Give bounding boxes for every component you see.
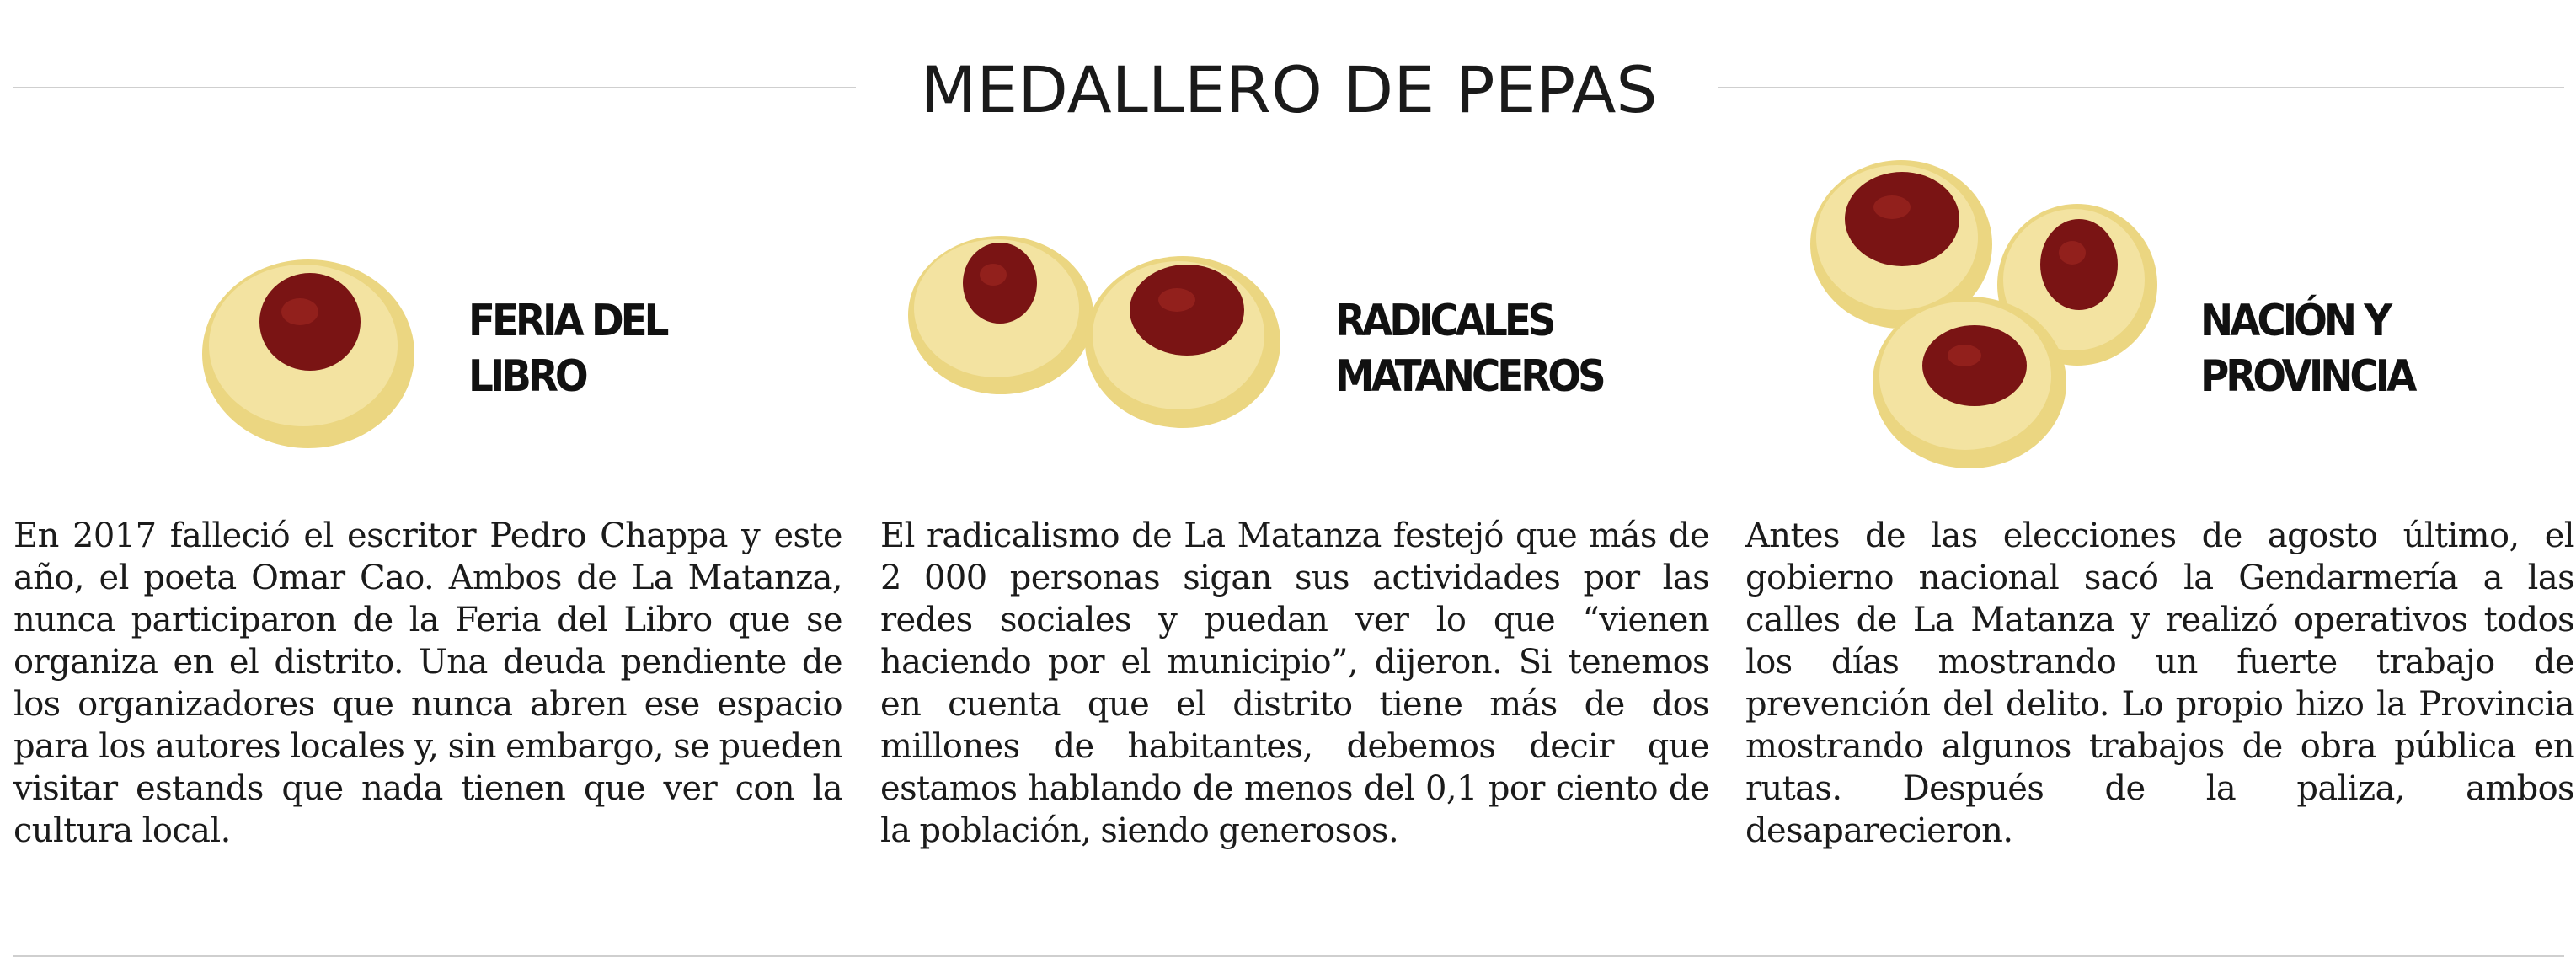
medal-body-text: En 2017 falleció el escritor Pedro Chappa y este año, el poeta Omar Cao. Ambos de La Matanza, nunca participaron de la Feria del Libro que se organiza en el distrito. Una deuda pendiente de los organizadores que nunca abren ese espacio para los autores locales y, sin embargo, se pueden visitar estands que nada tienen que ver con la cultura local. (13, 516, 842, 850)
pepa-cookie-icon (199, 251, 418, 452)
pepa-cookie-icon (1082, 248, 1283, 431)
medal-category-title: NACIÓN Y PROVINCIA (2200, 296, 2414, 402)
pepa-illustration (880, 143, 1709, 506)
medal-column-nacion-y-provincia (1745, 143, 2574, 850)
page-title: MEDALLERO DE PEPAS (920, 52, 1658, 127)
footer-rule (13, 955, 2564, 957)
medal-category-title: FERIA DEL LIBRO (468, 296, 666, 402)
medal-body-text: Antes de las elecciones de agosto último, el gobierno nacional sacó la Gendarmería a las calles de La Matanza y realizó operativos todos los días mostrando un fuerte trabajo de prevención del delito. Lo propio hizo la Provincia mostrando algunos trabajos de obra pública en rutas. Después de la paliza, ambos desaparecieron. (1745, 516, 2574, 850)
medal-category-title: RADICALES MATANCEROS (1335, 296, 1603, 402)
header-rule-right (1718, 87, 2564, 88)
pepa-cookie-icon (1870, 288, 2069, 472)
pepa-cookie-icon (906, 229, 1096, 398)
pepa-illustration (1745, 143, 2574, 506)
medal-body-text: El radicalismo de La Matanza festejó que más de 2 000 personas sigan sus actividades por las redes sociales y puedan ver lo que “vienen haciendo por el municipio”, dijeron. Si tenemos en cuenta que el distrito tiene más de dos millones de habitantes, debemos decir que estamos hablando de menos del 0,1 por ciento de la población, siendo generosos. (880, 516, 1709, 850)
medal-column-feria-del-libro (13, 143, 842, 850)
medal-column-radicales-matanceros (880, 143, 1709, 850)
header-rule-left (13, 87, 856, 88)
pepa-illustration (13, 143, 842, 506)
